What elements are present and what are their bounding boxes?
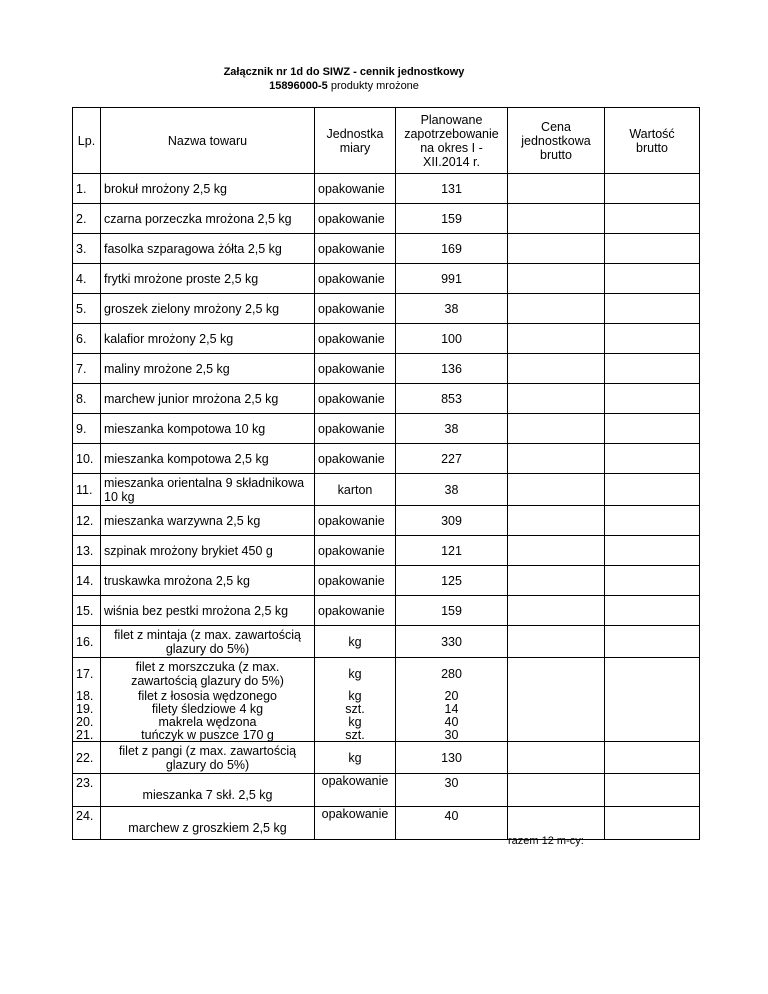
row-name: tuńczyk w puszce 170 g <box>101 729 315 742</box>
row-lp: 17. <box>73 658 101 690</box>
row-qty: 40 <box>396 716 508 729</box>
row-price-cell[interactable] <box>508 774 605 807</box>
row-value-cell[interactable] <box>605 384 700 414</box>
row-price-cell[interactable] <box>508 729 605 742</box>
row-name: fasolka szparagowa żółta 2,5 kg <box>101 234 315 264</box>
row-lp: 20. <box>73 716 101 729</box>
row-name: marchew z groszkiem 2,5 kg <box>101 807 315 840</box>
row-unit: kg <box>315 742 396 774</box>
row-unit: kg <box>315 690 396 703</box>
row-value-cell[interactable] <box>605 729 700 742</box>
row-lp: 19. <box>73 703 101 716</box>
row-unit: karton <box>315 474 396 506</box>
row-name: mieszanka kompotowa 10 kg <box>101 414 315 444</box>
row-lp: 13. <box>73 536 101 566</box>
row-unit: opakowanie <box>315 294 396 324</box>
row-qty: 169 <box>396 234 508 264</box>
price-table <box>72 107 700 840</box>
table-row <box>73 294 700 324</box>
row-name: makrela wędzona <box>101 716 315 729</box>
row-unit: opakowanie <box>315 414 396 444</box>
table-row <box>73 716 700 729</box>
table-row <box>73 566 700 596</box>
table-row <box>73 354 700 384</box>
table-row <box>73 234 700 264</box>
row-name: marchew junior mrożona 2,5 kg <box>101 384 315 414</box>
row-price-cell[interactable] <box>508 354 605 384</box>
row-lp: 18. <box>73 690 101 703</box>
col-header-unit: Jednostka miary <box>315 108 396 174</box>
row-unit: opakowanie <box>315 566 396 596</box>
table-row <box>73 807 700 840</box>
row-qty: 100 <box>396 324 508 354</box>
row-unit: opakowanie <box>315 807 396 840</box>
row-unit: opakowanie <box>315 384 396 414</box>
row-name: szpinak mrożony brykiet 450 g <box>101 536 315 566</box>
document-subtitle <box>0 80 688 92</box>
row-lp: 6. <box>73 324 101 354</box>
row-value-cell[interactable] <box>605 536 700 566</box>
row-price-cell[interactable] <box>508 716 605 729</box>
row-unit: opakowanie <box>315 444 396 474</box>
row-unit: opakowanie <box>315 324 396 354</box>
row-lp: 2. <box>73 204 101 234</box>
row-name: filet z morszczuka (z max. zawartością glazury do 5%) <box>101 658 315 690</box>
row-qty: 30 <box>396 729 508 742</box>
row-price-cell[interactable] <box>508 703 605 716</box>
row-lp: 11. <box>73 474 101 506</box>
row-name: brokuł mrożony 2,5 kg <box>101 174 315 204</box>
table-row <box>73 626 700 658</box>
row-value-cell[interactable] <box>605 174 700 204</box>
row-price-cell[interactable] <box>508 536 605 566</box>
row-value-cell[interactable] <box>605 658 700 690</box>
row-qty: 227 <box>396 444 508 474</box>
row-unit: opakowanie <box>315 174 396 204</box>
col-header-qty: Planowane zapotrzebowanie na okres I - XII.2014 r. <box>396 108 508 174</box>
table-row <box>73 474 700 506</box>
row-name: wiśnia bez pestki mrożona 2,5 kg <box>101 596 315 626</box>
row-price-cell[interactable] <box>508 264 605 294</box>
cpv-code: 15896000-5 <box>269 80 328 92</box>
row-price-cell[interactable] <box>508 234 605 264</box>
row-value-cell[interactable] <box>605 354 700 384</box>
row-price-cell[interactable] <box>508 626 605 658</box>
col-header-value: Wartość brutto <box>605 108 700 174</box>
row-qty: 130 <box>396 742 508 774</box>
table-row <box>73 658 700 690</box>
total-label: razem 12 m-cy: <box>508 835 584 847</box>
row-value-cell[interactable] <box>605 596 700 626</box>
row-lp: 4. <box>73 264 101 294</box>
row-value-cell[interactable] <box>605 566 700 596</box>
row-price-cell[interactable] <box>508 384 605 414</box>
row-value-cell[interactable] <box>605 294 700 324</box>
row-name: filet z łososia wędzonego <box>101 690 315 703</box>
row-name: truskawka mrożona 2,5 kg <box>101 566 315 596</box>
row-value-cell[interactable] <box>605 703 700 716</box>
row-qty: 38 <box>396 414 508 444</box>
row-qty: 159 <box>396 596 508 626</box>
row-name: mieszanka kompotowa 2,5 kg <box>101 444 315 474</box>
row-lp: 12. <box>73 506 101 536</box>
row-lp: 14. <box>73 566 101 596</box>
row-qty: 853 <box>396 384 508 414</box>
row-value-cell[interactable] <box>605 234 700 264</box>
row-name: mieszanka 7 skł. 2,5 kg <box>101 774 315 807</box>
table-row <box>73 536 700 566</box>
row-name: maliny mrożone 2,5 kg <box>101 354 315 384</box>
row-value-cell[interactable] <box>605 690 700 703</box>
category-label: produkty mrożone <box>330 80 419 92</box>
row-lp: 15. <box>73 596 101 626</box>
col-header-name: Nazwa towaru <box>101 108 315 174</box>
row-unit: szt. <box>315 729 396 742</box>
row-value-cell[interactable] <box>605 774 700 807</box>
row-price-cell[interactable] <box>508 414 605 444</box>
row-price-cell[interactable] <box>508 658 605 690</box>
row-unit: kg <box>315 658 396 690</box>
row-value-cell[interactable] <box>605 716 700 729</box>
row-lp: 8. <box>73 384 101 414</box>
row-qty: 121 <box>396 536 508 566</box>
row-unit: szt. <box>315 703 396 716</box>
row-lp: 3. <box>73 234 101 264</box>
row-unit: opakowanie <box>315 506 396 536</box>
row-price-cell[interactable] <box>508 566 605 596</box>
table-row <box>73 174 700 204</box>
row-qty: 309 <box>396 506 508 536</box>
row-value-cell[interactable] <box>605 414 700 444</box>
row-lp: 1. <box>73 174 101 204</box>
row-price-cell[interactable] <box>508 324 605 354</box>
row-qty: 30 <box>396 774 508 807</box>
table-row <box>73 596 700 626</box>
row-price-cell[interactable] <box>508 596 605 626</box>
table-row <box>73 742 700 774</box>
table-row <box>73 690 700 703</box>
row-value-cell[interactable] <box>605 324 700 354</box>
row-price-cell[interactable] <box>508 506 605 536</box>
row-unit: opakowanie <box>315 596 396 626</box>
row-name: mieszanka orientalna 9 składnikowa 10 kg <box>101 474 315 506</box>
row-unit: opakowanie <box>315 204 396 234</box>
row-name: kalafior mrożony 2,5 kg <box>101 324 315 354</box>
row-value-cell[interactable] <box>605 264 700 294</box>
row-unit: kg <box>315 716 396 729</box>
row-lp: 9. <box>73 414 101 444</box>
row-lp: 24. <box>73 807 101 840</box>
row-qty: 159 <box>396 204 508 234</box>
table-row <box>73 204 700 234</box>
row-unit: kg <box>315 626 396 658</box>
row-unit: opakowanie <box>315 354 396 384</box>
table-header-row <box>73 108 700 174</box>
row-value-cell[interactable] <box>605 474 700 506</box>
row-unit: opakowanie <box>315 774 396 807</box>
row-name: filet z pangi (z max. zawartością glazury do 5%) <box>101 742 315 774</box>
row-price-cell[interactable] <box>508 474 605 506</box>
row-lp: 10. <box>73 444 101 474</box>
row-lp: 7. <box>73 354 101 384</box>
row-price-cell[interactable] <box>508 742 605 774</box>
row-name: filety śledziowe 4 kg <box>101 703 315 716</box>
row-unit: opakowanie <box>315 264 396 294</box>
row-lp: 22. <box>73 742 101 774</box>
row-value-cell[interactable] <box>605 807 700 840</box>
row-value-cell[interactable] <box>605 444 700 474</box>
col-header-lp: Lp. <box>73 108 101 174</box>
row-value-cell[interactable] <box>605 626 700 658</box>
row-name: frytki mrożone proste 2,5 kg <box>101 264 315 294</box>
row-value-cell[interactable] <box>605 742 700 774</box>
row-lp: 23. <box>73 774 101 807</box>
col-header-price: Cena jednostkowa brutto <box>508 108 605 174</box>
row-value-cell[interactable] <box>605 204 700 234</box>
table-row <box>73 774 700 807</box>
row-name: mieszanka warzywna 2,5 kg <box>101 506 315 536</box>
row-lp: 5. <box>73 294 101 324</box>
table-row <box>73 414 700 444</box>
row-qty: 280 <box>396 658 508 690</box>
table-row <box>73 506 700 536</box>
row-price-cell[interactable] <box>508 174 605 204</box>
row-price-cell[interactable] <box>508 294 605 324</box>
row-lp: 16. <box>73 626 101 658</box>
row-name: czarna porzeczka mrożona 2,5 kg <box>101 204 315 234</box>
row-unit: opakowanie <box>315 234 396 264</box>
row-value-cell[interactable] <box>605 506 700 536</box>
table-row <box>73 729 700 742</box>
row-qty: 136 <box>396 354 508 384</box>
row-qty: 40 <box>396 807 508 840</box>
row-qty: 14 <box>396 703 508 716</box>
row-price-cell[interactable] <box>508 690 605 703</box>
table-row <box>73 324 700 354</box>
table-row <box>73 444 700 474</box>
row-unit: opakowanie <box>315 536 396 566</box>
row-qty: 330 <box>396 626 508 658</box>
row-qty: 991 <box>396 264 508 294</box>
table-row <box>73 384 700 414</box>
table-row <box>73 703 700 716</box>
row-name: groszek zielony mrożony 2,5 kg <box>101 294 315 324</box>
document-title: Załącznik nr 1d do SIWZ - cennik jednostkowy <box>223 66 465 78</box>
row-name: filet z mintaja (z max. zawartością glazury do 5%) <box>101 626 315 658</box>
row-qty: 131 <box>396 174 508 204</box>
row-price-cell[interactable] <box>508 204 605 234</box>
row-lp: 21. <box>73 729 101 742</box>
table-row <box>73 264 700 294</box>
row-qty: 38 <box>396 294 508 324</box>
row-qty: 125 <box>396 566 508 596</box>
row-qty: 20 <box>396 690 508 703</box>
row-price-cell[interactable] <box>508 444 605 474</box>
row-qty: 38 <box>396 474 508 506</box>
